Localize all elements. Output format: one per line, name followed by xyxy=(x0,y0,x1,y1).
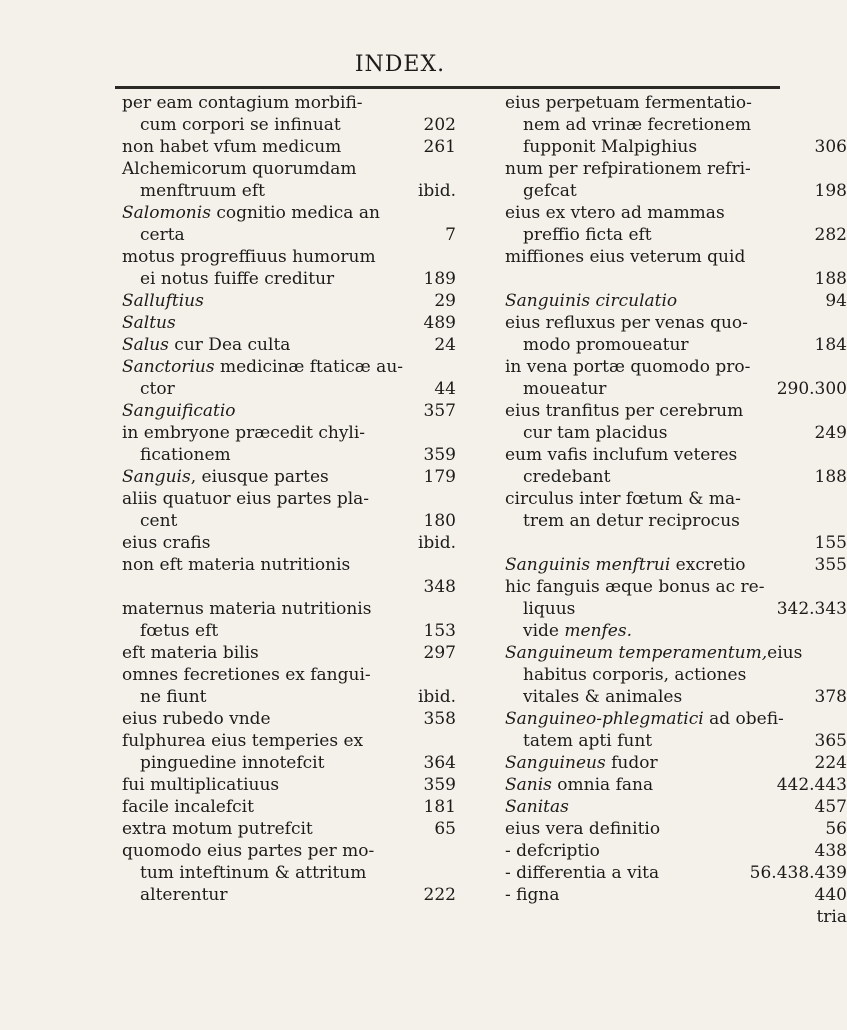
entry-text xyxy=(505,708,784,730)
entry-body: eius crafis xyxy=(122,533,211,553)
index-entry xyxy=(122,752,456,774)
entry-prefix: vide xyxy=(523,621,565,641)
entry-body: in embryone præcedit chyli- xyxy=(122,423,366,443)
entry-page-number: 181 xyxy=(423,797,456,817)
entry-text xyxy=(505,202,725,224)
entry-page-number: 365 xyxy=(814,731,847,751)
entry-page-number: 153 xyxy=(423,621,456,641)
page-header: INDEX. xyxy=(354,52,446,77)
entry-text xyxy=(122,422,365,444)
entry-body: ficationem xyxy=(140,445,231,465)
index-entry xyxy=(122,620,456,642)
index-entry xyxy=(122,554,452,576)
index-entry xyxy=(505,488,835,510)
entry-page-number: ibid. xyxy=(417,181,456,201)
entry-page-number: 24 xyxy=(434,335,456,355)
entry-body: alterentur xyxy=(140,885,228,905)
index-entry xyxy=(505,334,847,356)
entry-headword: Sanguineo-phlegmatici xyxy=(505,709,704,729)
entry-page-number: ibid. xyxy=(417,687,456,707)
entry-body: eum vafis inclufum veteres xyxy=(505,445,738,465)
entry-text xyxy=(122,246,376,268)
entry-text xyxy=(523,334,689,356)
index-entry xyxy=(122,466,456,488)
index-entry xyxy=(122,642,456,664)
entry-body: fulphurea eius temperies ex xyxy=(122,731,364,751)
index-entry xyxy=(505,730,847,752)
index-entry xyxy=(505,378,847,400)
entry-text xyxy=(523,466,610,488)
entry-body: cum corpori se infinuat xyxy=(140,115,341,135)
entry-text xyxy=(122,466,329,488)
entry-text xyxy=(523,422,667,444)
entry-page-number: 348 xyxy=(423,577,456,597)
entry-page-number: 442.443 xyxy=(776,775,847,795)
entry-text xyxy=(505,246,745,268)
entry-body: extra motum putrefcit xyxy=(122,819,313,839)
entry-page-number: 290.300 xyxy=(776,379,847,399)
entry-body: cur Dea culta xyxy=(168,335,291,355)
index-entry xyxy=(122,708,456,730)
entry-text xyxy=(505,312,748,334)
index-entry xyxy=(122,158,452,180)
index-entry xyxy=(122,202,452,224)
entry-body: Alchemicorum quorumdam xyxy=(122,159,357,179)
index-entry xyxy=(505,510,835,532)
entry-text xyxy=(122,290,204,312)
entry-headword: Sanguineum temperamentum, xyxy=(505,643,768,663)
entry-text xyxy=(140,268,334,290)
entry-body: eius vera definitio xyxy=(505,819,661,839)
entry-page-number: 306 xyxy=(814,137,847,157)
index-entry xyxy=(505,466,847,488)
entry-text xyxy=(122,532,210,554)
entry-body: credebant xyxy=(523,467,611,487)
entry-text xyxy=(505,862,659,884)
entry-page-number: 261 xyxy=(423,137,456,157)
entry-text xyxy=(523,598,575,620)
entry-text xyxy=(505,576,765,598)
index-entry xyxy=(505,444,835,466)
entry-page-number: 438 xyxy=(814,841,847,861)
entry-body: - differentia a vita xyxy=(505,863,660,883)
entry-text xyxy=(122,92,363,114)
entry-body: fœtus eft xyxy=(140,621,219,641)
entry-body: menftruum eft xyxy=(140,181,265,201)
entry-text xyxy=(122,796,254,818)
index-entry xyxy=(505,752,847,774)
entry-page-number: 188 xyxy=(814,467,847,487)
entry-headword: Sanitas xyxy=(505,797,569,817)
entry-text xyxy=(122,312,176,334)
index-entry xyxy=(505,708,835,730)
entry-text xyxy=(140,862,366,884)
index-entry xyxy=(122,532,456,554)
entry-body: trem an detur reciprocus xyxy=(523,511,740,531)
entry-text xyxy=(505,92,752,114)
entry-text xyxy=(140,884,228,906)
entry-body: fui multiplicatiuus xyxy=(122,775,280,795)
entry-text xyxy=(122,664,371,686)
entry-text xyxy=(523,136,697,158)
entry-page-number: 184 xyxy=(814,335,847,355)
entry-page-number: 297 xyxy=(423,643,456,663)
entry-body: medicinæ ftaticæ au- xyxy=(214,357,404,377)
entry-page-number: 94 xyxy=(825,291,847,311)
index-entry xyxy=(505,290,847,312)
entry-text xyxy=(140,752,324,774)
entry-headword: Sanguis xyxy=(122,467,191,487)
entry-body: preffio ficta eft xyxy=(523,225,652,245)
entry-text xyxy=(122,598,371,620)
index-entry xyxy=(122,818,456,840)
entry-text xyxy=(122,334,290,356)
entry-text xyxy=(122,400,236,422)
entry-body: cur tam placidus xyxy=(523,423,668,443)
entry-page-number: 7 xyxy=(445,225,456,245)
entry-body: non eft materia nutritionis xyxy=(122,555,351,575)
entry-body: eius xyxy=(767,643,803,663)
entry-body: hic fanguis æque bonus ac re- xyxy=(505,577,765,597)
index-entry xyxy=(122,356,452,378)
index-entry xyxy=(122,114,456,136)
entry-body: motus progreffiuus humorum xyxy=(122,247,376,267)
entry-body: eius refluxus per venas quo- xyxy=(505,313,748,333)
header-rule xyxy=(115,86,780,89)
index-entry xyxy=(122,400,456,422)
entry-page-number: 56 xyxy=(825,819,847,839)
index-entry xyxy=(505,664,835,686)
entry-body: ne fiunt xyxy=(140,687,207,707)
entry-page-number: 359 xyxy=(423,775,456,795)
index-entry xyxy=(122,290,456,312)
entry-body: moueatur xyxy=(523,379,607,399)
left-column xyxy=(122,92,456,906)
entry-text xyxy=(122,554,350,576)
entry-headword: Sanctorius xyxy=(122,357,215,377)
entry-page-number: 342.343 xyxy=(776,599,847,619)
index-entry xyxy=(122,422,452,444)
entry-headword: Salomonis xyxy=(122,203,211,223)
entry-body: nem ad vrinæ fecretionem xyxy=(523,115,752,135)
entry-body: tatem apti funt xyxy=(523,731,653,751)
index-entry xyxy=(122,224,456,246)
entry-page-number: 198 xyxy=(814,181,847,201)
entry-body: habitus corporis, actiones xyxy=(523,665,747,685)
entry-headword: menfes. xyxy=(564,621,633,641)
entry-text xyxy=(505,158,751,180)
entry-body: fudor xyxy=(605,753,658,773)
entry-body: modo promoueatur xyxy=(523,335,689,355)
index-entry xyxy=(122,598,452,620)
entry-body: miffiones eius veterum quid xyxy=(505,247,746,267)
entry-text xyxy=(122,202,380,224)
index-entry xyxy=(505,422,847,444)
entry-headword: Salus xyxy=(122,335,169,355)
entry-text xyxy=(505,290,677,312)
entry-text xyxy=(505,488,741,510)
entry-body: eius rubedo vnde xyxy=(122,709,271,729)
entry-headword: Sanguinis menftrui xyxy=(505,555,671,575)
entry-page-number: 56.438.439 xyxy=(749,863,847,883)
entry-body: gefcat xyxy=(523,181,577,201)
entry-page-number: 282 xyxy=(814,225,847,245)
entry-text xyxy=(505,884,559,906)
entry-text xyxy=(523,664,746,686)
index-entry xyxy=(122,774,456,796)
entry-page-number: ibid. xyxy=(417,533,456,553)
index-entry xyxy=(122,334,456,356)
index-entry xyxy=(122,510,456,532)
entry-headword: Sanguificatio xyxy=(122,401,236,421)
index-entry xyxy=(505,180,847,202)
entry-text xyxy=(140,686,206,708)
entry-body: excretio xyxy=(670,555,746,575)
entry-page-number: 249 xyxy=(814,423,847,443)
entry-page-number: 189 xyxy=(423,269,456,289)
index-entry xyxy=(505,158,835,180)
entry-text xyxy=(122,840,374,862)
entry-text xyxy=(523,730,652,752)
entry-text xyxy=(122,708,271,730)
entry-body: fupponit Malpighius xyxy=(523,137,698,157)
entry-page-number: 457 xyxy=(814,797,847,817)
entry-body: cognitio medica an xyxy=(210,203,380,223)
index-entry xyxy=(122,444,456,466)
index-entry xyxy=(505,246,835,268)
index-entry xyxy=(122,686,456,708)
entry-page-number: tria xyxy=(816,907,847,927)
entry-body: eius perpetuam fermentatio- xyxy=(505,93,752,113)
entry-body: per eam contagium morbifi- xyxy=(122,93,363,113)
entry-page-number: 355 xyxy=(814,555,847,575)
entry-text xyxy=(140,444,231,466)
entry-page-number: 180 xyxy=(423,511,456,531)
index-entry xyxy=(505,642,835,664)
entry-body: quomodo eius partes per mo- xyxy=(122,841,375,861)
entry-headword: Saltus xyxy=(122,313,176,333)
entry-body: omnes fecretiones ex fangui- xyxy=(122,665,371,685)
entry-body: liquus xyxy=(523,599,576,619)
entry-body: in vena portæ quomodo pro- xyxy=(505,357,751,377)
index-entry xyxy=(505,796,847,818)
index-entry xyxy=(505,92,835,114)
index-entry xyxy=(505,884,847,906)
entry-text xyxy=(122,642,259,664)
entry-text xyxy=(505,796,569,818)
entry-text xyxy=(140,620,218,642)
index-entry xyxy=(122,268,456,290)
entry-body: ei notus fuiffe creditur xyxy=(140,269,335,289)
entry-text xyxy=(122,818,313,840)
index-entry xyxy=(505,862,847,884)
entry-headword: Salluftius xyxy=(122,291,204,311)
entry-text xyxy=(523,180,577,202)
index-entry xyxy=(505,136,847,158)
entry-body: certa xyxy=(140,225,185,245)
entry-text xyxy=(505,400,743,422)
entry-page-number: 359 xyxy=(423,445,456,465)
index-entry xyxy=(122,862,452,884)
entry-body: cent xyxy=(140,511,178,531)
entry-body: eft materia bilis xyxy=(122,643,259,663)
entry-text xyxy=(140,378,175,400)
entry-body: pinguedine innotefcit xyxy=(140,753,325,773)
index-entry xyxy=(505,686,847,708)
entry-text xyxy=(140,510,177,532)
index-entry xyxy=(122,312,456,334)
right-column xyxy=(505,92,847,928)
index-entry xyxy=(505,818,847,840)
index-entry xyxy=(122,884,456,906)
entry-page-number: 155 xyxy=(814,533,847,553)
index-entry xyxy=(505,400,835,422)
index-entry xyxy=(505,532,847,554)
entry-page-number: 65 xyxy=(434,819,456,839)
entry-text xyxy=(122,158,357,180)
entry-text xyxy=(122,136,341,158)
index-entry xyxy=(505,114,835,136)
index-entry xyxy=(505,224,847,246)
entry-body: num per refpirationem refri- xyxy=(505,159,751,179)
index-entry xyxy=(505,576,835,598)
entry-text xyxy=(122,774,279,796)
index-entry xyxy=(505,202,835,224)
index-entry xyxy=(122,92,452,114)
index-entry xyxy=(505,840,847,862)
entry-text xyxy=(122,488,369,510)
entry-body: , eiusque partes xyxy=(190,467,329,487)
index-entry xyxy=(505,356,835,378)
entry-text xyxy=(523,620,632,642)
index-entry xyxy=(122,246,452,268)
entry-body: circulus inter fœtum & ma- xyxy=(505,489,741,509)
entry-text xyxy=(505,752,658,774)
index-entry xyxy=(505,906,847,928)
index-entry xyxy=(122,180,456,202)
entry-headword: Sanguinis circulatio xyxy=(505,291,678,311)
entry-body: omnia fana xyxy=(551,775,654,795)
entry-text xyxy=(122,356,403,378)
entry-body: tum inteftinum & attritum xyxy=(140,863,367,883)
entry-body: non habet vfum medicum xyxy=(122,137,342,157)
entry-page-number: 188 xyxy=(814,269,847,289)
index-entry xyxy=(122,796,456,818)
entry-headword: Sanguineus xyxy=(505,753,606,773)
entry-text xyxy=(505,642,802,664)
entry-page-number: 357 xyxy=(423,401,456,421)
entry-body: ad obefi- xyxy=(703,709,784,729)
entry-body: vitales & animales xyxy=(523,687,683,707)
entry-text xyxy=(140,114,341,136)
entry-page-number: 440 xyxy=(814,885,847,905)
entry-text xyxy=(505,356,750,378)
index-entry xyxy=(122,488,452,510)
entry-page-number: 202 xyxy=(423,115,456,135)
entry-page-number: 179 xyxy=(423,467,456,487)
index-entry xyxy=(122,664,452,686)
entry-text xyxy=(505,840,600,862)
entry-text xyxy=(523,378,606,400)
index-entry xyxy=(122,576,456,598)
entry-page-number: 44 xyxy=(434,379,456,399)
entry-text xyxy=(505,818,660,840)
entry-headword: Sanis xyxy=(505,775,552,795)
entry-body: facile incalefcit xyxy=(122,797,254,817)
entry-text xyxy=(505,554,746,576)
entry-text xyxy=(122,730,363,752)
index-entry xyxy=(505,312,835,334)
index-entry xyxy=(505,598,847,620)
index-entry xyxy=(122,730,452,752)
entry-page-number: 364 xyxy=(423,753,456,773)
entry-body: - figna xyxy=(505,885,560,905)
entry-text xyxy=(505,444,737,466)
entry-body: eius tranfitus per cerebrum xyxy=(505,401,744,421)
entry-page-number: 222 xyxy=(423,885,456,905)
entry-page-number: 489 xyxy=(423,313,456,333)
entry-text xyxy=(505,774,653,796)
index-entry xyxy=(122,378,456,400)
entry-text xyxy=(140,224,185,246)
index-entry xyxy=(505,620,835,642)
entry-page-number: 224 xyxy=(814,753,847,773)
entry-text xyxy=(140,180,265,202)
entry-body: maternus materia nutritionis xyxy=(122,599,372,619)
entry-body: aliis quatuor eius partes pla- xyxy=(122,489,370,509)
entry-text xyxy=(523,686,682,708)
entry-page-number: 378 xyxy=(814,687,847,707)
index-entry xyxy=(505,774,847,796)
index-entry xyxy=(505,268,847,290)
entry-text xyxy=(523,510,740,532)
entry-text xyxy=(523,114,751,136)
entry-page-number: 358 xyxy=(423,709,456,729)
entry-page-number: 29 xyxy=(434,291,456,311)
entry-body: - defcriptio xyxy=(505,841,600,861)
entry-text xyxy=(523,224,652,246)
index-entry xyxy=(122,840,452,862)
index-entry xyxy=(122,136,456,158)
entry-body: ctor xyxy=(140,379,175,399)
index-entry xyxy=(505,554,847,576)
entry-body: eius ex vtero ad mammas xyxy=(505,203,725,223)
